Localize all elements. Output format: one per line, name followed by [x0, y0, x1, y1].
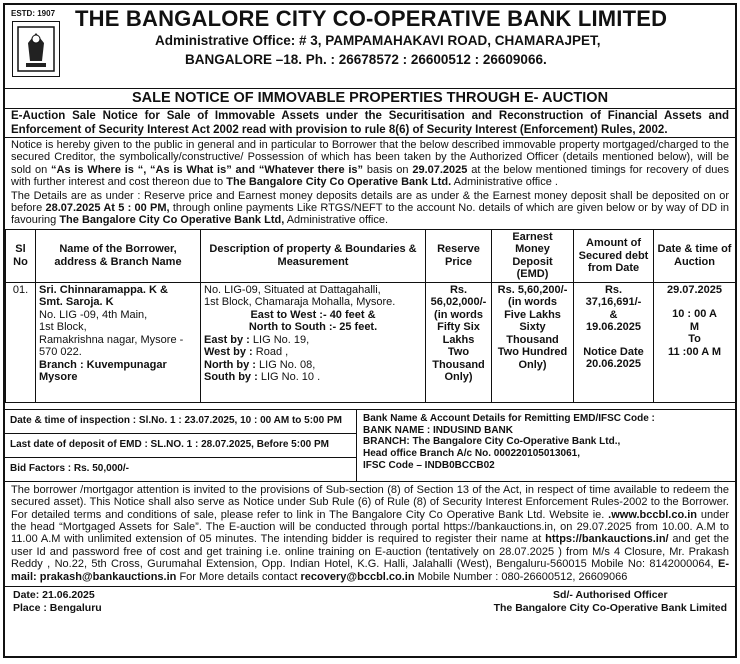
description-line-2: 1st Block, Chamaraja Mohalla, Mysore. — [204, 296, 396, 309]
notice-title: SALE NOTICE OF IMMOVABLE PROPERTIES THROUGH E- AUCTION — [5, 89, 735, 109]
header-sl-no: Sl No — [6, 229, 36, 282]
inspection-date: Date & time of inspection : Sl.No. 1 : 23.07.2025, 10 : 00 AM to 5:00 PM — [5, 410, 356, 434]
reserve-line: Only) — [444, 371, 473, 384]
emd-line: Only) — [518, 358, 547, 371]
measurement-east-west: East to West :- 40 feet & — [250, 308, 376, 321]
reserve-line: Two — [447, 346, 470, 359]
boundary-south: South by : LIG No. 10 . — [204, 371, 321, 384]
header-emd: Earnest Money Deposit (EMD) — [492, 229, 574, 282]
borrower-name-2: Smt. Saroja. K — [39, 296, 114, 309]
reserve-line: Fifty Six — [437, 321, 480, 334]
emd-line: Thousand — [506, 333, 559, 346]
measurement-north-south: North to South :- 25 feet. — [248, 321, 378, 334]
property-table — [5, 229, 736, 403]
boundary-west: West by : Road , — [204, 346, 289, 359]
borrower-name-1: Sri. Chinnaramappa. K & — [39, 283, 168, 296]
notice-place: Place : Bengaluru — [13, 601, 102, 614]
auction-line: 29.07.2025 — [666, 283, 723, 296]
header-borrower: Name of the Borrower, address & Branch Name — [36, 229, 201, 282]
reserve-line: Thousand — [432, 358, 485, 371]
cell-description — [201, 282, 426, 402]
inspection-details — [5, 410, 357, 481]
borrower-address-4: 570 022. — [39, 346, 82, 359]
branch-name-1: Branch : Kuvempunagar — [39, 358, 167, 371]
description-line-1: No. LIG-09, Situated at Dattagahalli, — [204, 283, 381, 296]
emd-line: Sixty — [519, 321, 546, 334]
notice-date: Date: 21.06.2025 — [13, 589, 95, 602]
contact-email[interactable]: E-mail: prakash@bankauctions.in — [11, 558, 729, 583]
auction-line: M — [689, 320, 700, 333]
intro-paragraph-2: The Details are as under : Reserve price and Earnest money deposits details are as under & the Earnest money deposit shall be deposited on or before 28.07.2025 At 5 : 00 PM, through online payments Like RTGS/NEFT to the account No. details of which are given below or by way of DD in favouring The Bangalore City Co Operative Bank Ltd, Administrative office. — [11, 189, 730, 227]
secured-line: Rs. — [604, 283, 623, 296]
reserve-line: Lakhs — [442, 333, 475, 346]
auction-line: To — [688, 333, 701, 346]
ifsc-line: IFSC Code – INDB0BCCB02 — [363, 459, 495, 471]
website-link[interactable]: .www.bccbl.co.in — [608, 508, 697, 521]
boundary-east: East by : LIG No. 19, — [204, 333, 310, 346]
branch-line: BRANCH: The Bangalore City Co-Operative Bank Ltd., — [363, 436, 621, 448]
info-section — [5, 409, 735, 482]
established-year: ESTD: 1907 — [11, 9, 56, 18]
emd-line: Two Hundred — [497, 346, 568, 359]
header-auction-date: Date & time of Auction — [654, 229, 736, 282]
table-row — [6, 282, 736, 402]
footer-left — [13, 589, 102, 614]
intro-paragraph-1: Notice is hereby given to the public in general and in particular to Borrower that the below described immovable property mortgaged/charged to the secured Creditor, the symbolically/constructive/ Possession of which has been taken by the Authorized Officer (details mentioned below), will be sold on “As is Where is “, “As is What is” and “Whatever there is” basis on 29.07.2025 at the below mentioned timings for recovery of dues with further interest and cost thereon due to The Bangalore City Co Operative Bank Ltd. Administrative office . — [11, 139, 729, 189]
cell-borrower — [36, 282, 201, 402]
notice-header — [5, 5, 735, 89]
bank-name-line: BANK NAME : INDUSIND BANK — [363, 424, 513, 436]
signatory-bank: The Bangalore City Co-Operative Bank Limited — [493, 601, 727, 614]
bank-details-title: Bank Name & Account Details for Remitting EMD/IFSC Code : — [363, 412, 655, 424]
address-line-1: Administrative Office: # 3, PAMPAMAHAKAVI ROAD, CHAMARAJPET, — [155, 33, 601, 48]
boundary-north: North by : LIG No. 08, — [204, 358, 316, 371]
cell-sl-no: 01. — [6, 282, 36, 402]
secured-line: 19.06.2025 — [585, 321, 642, 334]
secured-line: & — [609, 308, 618, 321]
secured-line: 20.06.2025 — [585, 358, 642, 371]
account-number-line: Head office Branch A/c No. 000220105013061, — [363, 447, 580, 459]
auction-portal-link[interactable]: https://bankauctions.in/ — [545, 533, 669, 546]
borrower-address-2: 1st Block, — [39, 321, 87, 334]
secured-line: Notice Date — [583, 345, 644, 358]
auction-notice — [3, 3, 737, 658]
reserve-line: 56,02,000/- — [430, 296, 487, 309]
bank-name: THE BANGALORE CITY CO-OPERATIVE BANK LIMITED — [75, 6, 668, 31]
branch-name-2: Mysore — [39, 371, 78, 384]
header-reserve-price: Reserve Price — [426, 229, 492, 282]
cell-reserve-price — [426, 282, 492, 402]
emd-line: Five Lakhs — [504, 308, 561, 321]
notice-footer — [5, 586, 735, 616]
emd-line: Rs. 5,60,200/- — [497, 283, 568, 296]
cell-auction-date — [654, 282, 736, 402]
borrower-address-1: No. LIG -09, 4th Main, — [39, 308, 148, 321]
secured-line: 37,16,691/- — [585, 296, 642, 309]
notice-subtitle: E-Auction Sale Notice for Sale of Immovable Assets under the Securitisation and Reconstruction of Financial Assets and Enforcement of Security Interest Act 2002 read with provision to rule 8(6) of Security Interest (Enforcement) Rules, 2002. — [5, 109, 735, 138]
address-line-2: BANGALORE –18. Ph. : 26678572 : 26600512 : 26609066. — [185, 52, 547, 67]
bank-account-details — [357, 410, 735, 481]
auction-line: 10 : 00 A — [672, 308, 717, 321]
cell-emd — [492, 282, 574, 402]
header-description: Description of property & Boundaries & Measurement — [201, 229, 426, 282]
header-secured-debt: Amount of Secured debt from Date — [574, 229, 654, 282]
emd-line: (in words — [508, 296, 557, 309]
signatory: Sd/- Authorised Officer — [553, 589, 668, 602]
reserve-line: (in words — [434, 308, 483, 321]
emd-last-date: Last date of deposit of EMD : SL.NO. 1 : 28.07.2025, Before 5:00 PM — [5, 434, 356, 458]
bid-factors: Bid Factors : Rs. 50,000/- — [10, 462, 129, 474]
recovery-email[interactable]: recovery@bccbl.co.in — [300, 570, 415, 583]
borrower-address-3: Ramakrishna nagar, Mysore - — [39, 333, 184, 346]
signature-block — [494, 589, 727, 614]
bank-emblem-icon — [12, 21, 60, 77]
cell-secured-debt — [574, 282, 654, 402]
reserve-line: Rs. — [449, 283, 468, 296]
auction-line: 11 :00 A M — [668, 345, 721, 358]
closing-paragraph: The borrower /mortgagor attention is invited to the provisions of Sub-section (8) of Section 13 of the Act, in respect of time available to redeem the secured asset). This Notice shall also serve as Notice under Sub Rule (6) of Rule (8) of Security Interest Enforcement Rules-2002 to the Borrower. For detailed terms and conditions of sale, please refer to link in The Bangalore City Co Operative Bank Ltd. Website ie. .www.bccbl.co.in under the head “Mortgaged Assets for Sale”. The E-auction will be conducted through portal https://bankauctions.in, on 29.07.2025 from 10.00. A.M to 11.00 A.M with unlimited extension of 05 minutes. The intending bidder is required to register their name at https://bankauctions.in/ and get the user Id and password free of cost and get training i.e. online training on E-auction (tentatively on 28.07.2025 ) from M/s 4 Closure, Mr. Prakash Reddy , No.22, 5th Cross, Gurumahal Extension, Opp. Indian Hotel, K.G. Halli, Jalahalli (West), Bengaluru-560015 Mobile No: 8142000064, E-mail: prakash@bankauctions.in For More details contact recovery@bccbl.co.in Mobile Number : 080-26600512, 26609066 — [11, 483, 729, 583]
table-header-row — [6, 229, 736, 282]
